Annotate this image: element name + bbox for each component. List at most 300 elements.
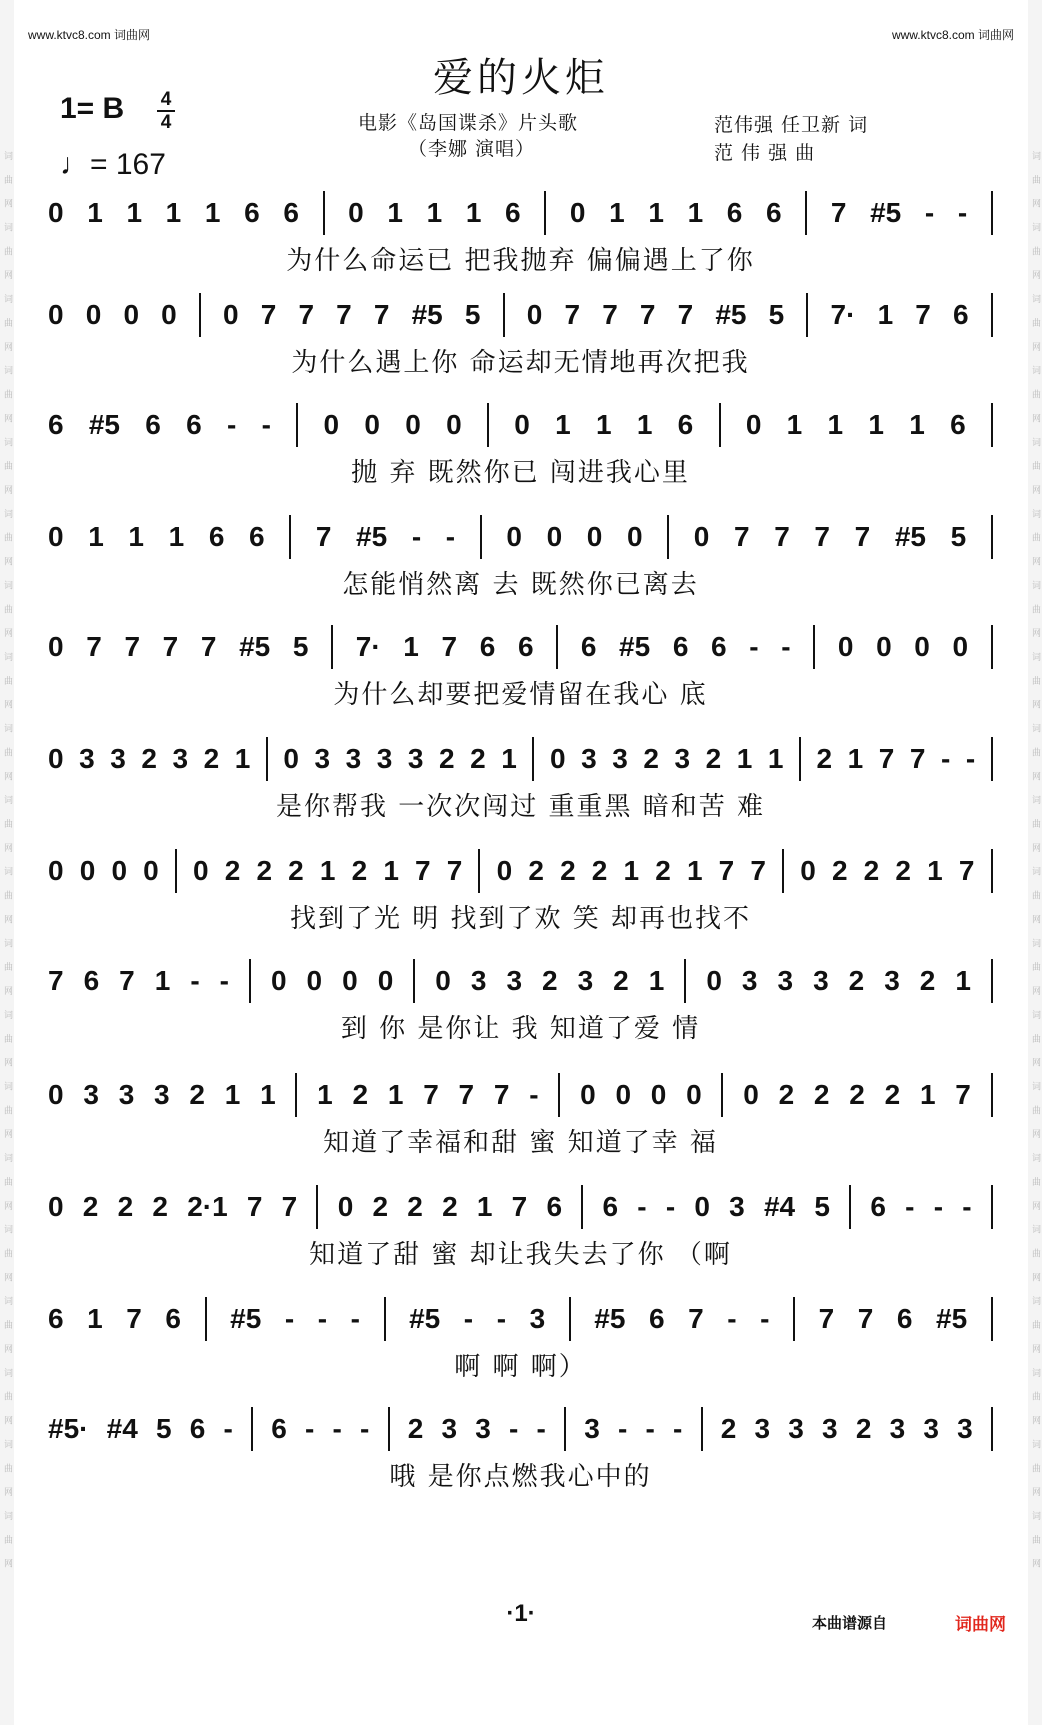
note: 5 [156, 1413, 172, 1444]
note: 6 [244, 197, 260, 228]
note: 7 [373, 299, 390, 330]
note: 7 [718, 855, 735, 886]
note: 2 [895, 855, 911, 886]
note: 7 [857, 1303, 874, 1334]
note: 2 [351, 855, 368, 886]
note: 6 [83, 965, 100, 996]
note: - [637, 1191, 647, 1222]
lyrics-row: 啊 啊 啊） [454, 1352, 587, 1382]
note: 0 [193, 855, 209, 886]
bar-line [478, 849, 480, 893]
note: 0 [270, 965, 287, 996]
note: 0 [48, 521, 64, 552]
note: 7 [955, 1079, 971, 1110]
note: 0 [514, 409, 530, 440]
note: 3 [729, 1191, 745, 1222]
note: 0 [342, 965, 358, 996]
note: 0 [377, 965, 394, 996]
note: - [665, 1191, 676, 1222]
note: 0 [496, 855, 513, 886]
note: 1 [687, 197, 704, 228]
note: 1 [165, 197, 182, 228]
note: - [261, 409, 271, 440]
note: 7 [298, 299, 315, 330]
note: 7 [854, 521, 871, 552]
note: - [317, 1303, 328, 1334]
note: 0 [914, 631, 930, 662]
note: - [536, 1413, 546, 1444]
note: 2 [816, 743, 833, 774]
note: 0 [364, 409, 380, 440]
note: 7 [909, 743, 926, 774]
bar-line [295, 1073, 297, 1117]
note: 0 [48, 1079, 64, 1110]
note: 1 [955, 965, 971, 996]
note: 0 [952, 631, 969, 662]
note: 7· [355, 631, 381, 662]
note: 6 [186, 409, 202, 440]
note: 1 [476, 1191, 493, 1222]
bar-line [991, 625, 993, 669]
note: - [284, 1303, 295, 1334]
note: 0 [85, 299, 102, 330]
note: 2 [189, 1079, 205, 1110]
page-number: ·1· [506, 1600, 536, 1627]
lyrics-row: 是你帮我 一次次闯过 重重黑 暗和苦 难 [275, 792, 766, 822]
note: 1 [224, 1079, 241, 1110]
time-signature [157, 90, 175, 132]
note: 3 [506, 965, 523, 996]
note: 3 [376, 743, 393, 774]
note: 6 [580, 631, 597, 662]
note: 2 [372, 1191, 389, 1222]
note: 0 [615, 1079, 632, 1110]
bar-line [249, 959, 251, 1003]
note: - [781, 631, 791, 662]
note: 0 [111, 855, 128, 886]
bar-line [581, 1185, 583, 1229]
song-title: 爱的火炬 [433, 55, 609, 101]
notes-row [48, 956, 993, 1006]
note: 3 [754, 1413, 771, 1444]
note: 1 [767, 743, 784, 774]
note: 3 [345, 743, 362, 774]
note: 2 [560, 855, 576, 886]
bar-line [721, 1073, 723, 1117]
bar-line [388, 1407, 390, 1451]
site-link-left[interactable]: www.ktvc8.com 词曲网 [28, 28, 151, 42]
note: #5 [870, 197, 902, 228]
note: 3 [788, 1413, 804, 1444]
note: 2 [82, 1191, 99, 1222]
note: 2 [705, 743, 722, 774]
note: 2 [117, 1191, 134, 1222]
time-signature-top: 4 [160, 89, 172, 110]
note: - [965, 743, 976, 774]
note: - [332, 1413, 342, 1444]
note: 0 [800, 855, 816, 886]
bar-line [175, 849, 177, 893]
note: 7 [446, 855, 463, 886]
note: 0 [48, 197, 64, 228]
bar-line [289, 515, 291, 559]
note: 3 [529, 1303, 546, 1334]
notes-row [48, 622, 993, 672]
note: 7 [818, 1303, 835, 1334]
bar-line [719, 403, 721, 447]
note: 3 [441, 1413, 458, 1444]
notes-row [48, 1404, 993, 1454]
notes-row [48, 846, 993, 896]
note: 2 [831, 855, 848, 886]
note: 7 [639, 299, 656, 330]
note: 3 [475, 1413, 491, 1444]
bar-line [480, 515, 482, 559]
note: 2 [152, 1191, 168, 1222]
note: 1 [87, 197, 103, 228]
note: 1 [595, 409, 612, 440]
note: 2 [470, 743, 486, 774]
note: 2 [884, 1079, 901, 1110]
note: 0 [586, 521, 603, 552]
note: 0 [693, 521, 710, 552]
note: 0 [283, 743, 299, 774]
note: 2 [720, 1413, 737, 1444]
note: - [529, 1079, 539, 1110]
note: 1 [623, 855, 640, 886]
note: 6 [896, 1303, 913, 1334]
note: - [618, 1413, 628, 1444]
note: 0 [323, 409, 340, 440]
note: 1 [868, 409, 884, 440]
note: 7 [246, 1191, 263, 1222]
note: #5 [88, 409, 121, 440]
note: 3 [581, 743, 597, 774]
note: - [749, 631, 759, 662]
note: 3 [957, 1413, 973, 1444]
lyrics-row: 抛 弃 既然你已 闯进我心里 [351, 458, 690, 488]
note: 7 [493, 1079, 510, 1110]
note: 3 [741, 965, 758, 996]
note: 1 [736, 743, 753, 774]
note: 0 [686, 1079, 702, 1110]
note: 6 [546, 1191, 563, 1222]
note: 2 [542, 965, 558, 996]
time-signature-bottom: 4 [160, 112, 172, 133]
note: 3 [470, 965, 487, 996]
note: 7 [915, 299, 931, 330]
note: 0 [348, 197, 364, 228]
note: 2 [778, 1079, 795, 1110]
note: 0 [546, 521, 563, 552]
note: 1 [877, 299, 894, 330]
bar-line [487, 403, 489, 447]
note: 6 [479, 631, 496, 662]
note: 6 [649, 1303, 665, 1334]
note: 0 [435, 965, 451, 996]
bar-line [991, 959, 993, 1003]
note: 0 [123, 299, 140, 330]
note: - [190, 965, 200, 996]
note: 7 [458, 1079, 475, 1110]
note: 0 [506, 521, 522, 552]
note: #4 [106, 1413, 138, 1444]
note: 1 [847, 743, 864, 774]
note: 3 [822, 1413, 838, 1444]
note: 2 [528, 855, 544, 886]
note: 7 [119, 965, 135, 996]
note: - [509, 1413, 519, 1444]
brand-logo-text[interactable]: 词曲网 [955, 1615, 1006, 1635]
note: #5 [936, 1303, 968, 1334]
note: 0 [837, 631, 854, 662]
note: 3 [884, 965, 900, 996]
note: 6 [189, 1413, 206, 1444]
note: 0 [405, 409, 421, 440]
note: 0 [706, 965, 722, 996]
note: 3 [813, 965, 829, 996]
source-note: 本曲谱源自 [812, 1614, 888, 1632]
note: 3 [612, 743, 628, 774]
note: 7 [774, 521, 790, 552]
watermark-right: 词 曲 网 词 曲 网 词 曲 网 词 曲 网 词 曲 网 词 曲 网 词 曲 网 词 曲 网 词 曲 网 词 曲 网 词 曲 网 词 曲 网 词 曲 网 词 曲 网 词 曲 网 词 曲 网 词 曲 网 词 曲 网 词 曲 网 词 曲 网 [1028, 0, 1042, 1725]
note: - [496, 1303, 507, 1334]
note: 6 [950, 409, 966, 440]
bar-line [991, 191, 993, 235]
note: #5 [411, 299, 443, 330]
subtitle-singer: （李娜 演唱） [408, 138, 536, 160]
note: 1 [387, 1079, 404, 1110]
note: - [411, 521, 422, 552]
note: 7 [124, 631, 141, 662]
lyrics-row: 找到了光 明 找到了欢 笑 却再也找不 [289, 904, 752, 934]
note: #5 [715, 299, 747, 330]
note: 1 [260, 1079, 276, 1110]
note: 2 [849, 1079, 865, 1110]
note: #5 [239, 631, 271, 662]
note: 3 [172, 743, 189, 774]
note: - [223, 1413, 233, 1444]
note: 2 [141, 743, 157, 774]
note: 1 [383, 855, 399, 886]
note: 1 [317, 1079, 333, 1110]
note: 0 [48, 631, 64, 662]
note: 2·1 [187, 1191, 228, 1222]
note: 6 [249, 521, 265, 552]
note: 2 [613, 965, 629, 996]
note: 3 [118, 1079, 135, 1110]
note: 0 [745, 409, 762, 440]
note: 3 [674, 743, 691, 774]
note: 7 [958, 855, 975, 886]
note: 0 [876, 631, 892, 662]
note: 0 [446, 409, 462, 440]
note: 6 [145, 409, 161, 440]
note: 0 [143, 855, 159, 886]
note: - [350, 1303, 360, 1334]
note: 0 [306, 965, 323, 996]
note: 7 [415, 855, 431, 886]
bar-line [266, 737, 268, 781]
note: 1 [786, 409, 803, 440]
bar-line [793, 1297, 795, 1341]
note: 1 [87, 1303, 103, 1334]
note: 6 [505, 197, 521, 228]
note: 7 [336, 299, 352, 330]
note: 6 [48, 1303, 64, 1334]
note: 1 [88, 521, 104, 552]
bar-line [296, 403, 298, 447]
note: 7 [48, 965, 64, 996]
note: #5· [48, 1413, 89, 1444]
bar-line [991, 849, 993, 893]
note: 0 [161, 299, 177, 330]
bar-line [331, 625, 333, 669]
subtitle-film: 电影《岛国谍杀》片头歌 [358, 112, 579, 134]
bar-line [413, 959, 415, 1003]
note: 5 [814, 1191, 830, 1222]
note: 2 [848, 965, 865, 996]
note: 7· [830, 299, 856, 330]
note: #5 [230, 1303, 262, 1334]
note: - [445, 521, 456, 552]
note: 7 [878, 743, 895, 774]
note: 2 [655, 855, 671, 886]
notes-row [48, 1070, 993, 1120]
note: 0 [650, 1079, 667, 1110]
note: 0 [223, 299, 239, 330]
notes-row [48, 290, 993, 340]
note: 6 [283, 197, 299, 228]
note: 2 [203, 743, 220, 774]
notes-row [48, 734, 993, 784]
note: 2 [407, 1191, 423, 1222]
note: 7 [200, 631, 217, 662]
note: 0 [48, 743, 64, 774]
note: - [227, 409, 237, 440]
note: - [905, 1191, 915, 1222]
note: 6 [711, 631, 727, 662]
note: 7 [423, 1079, 439, 1110]
note: - [924, 197, 935, 228]
note: 2 [407, 1413, 424, 1444]
note: 1 [319, 855, 336, 886]
note: 7 [441, 631, 458, 662]
bar-line [667, 515, 669, 559]
note: 0 [580, 1079, 596, 1110]
note: 7 [126, 1303, 142, 1334]
bar-line [544, 191, 546, 235]
bar-line [684, 959, 686, 1003]
note: 0 [48, 299, 64, 330]
bar-line [564, 1407, 566, 1451]
lyrics-row: 知道了幸福和甜 蜜 知道了幸 福 [323, 1128, 718, 1158]
note: 3 [407, 743, 424, 774]
note: 7 [315, 521, 332, 552]
note: 6 [208, 521, 225, 552]
lyrics-row: 知道了甜 蜜 却让我失去了你 （啊 [309, 1240, 732, 1270]
bar-line [199, 293, 201, 337]
note: 7 [162, 631, 179, 662]
note: 2 [813, 1079, 830, 1110]
note: 7 [86, 631, 102, 662]
bar-line [316, 1185, 318, 1229]
bar-line [991, 1297, 993, 1341]
note: 1 [126, 197, 143, 228]
note: 1 [827, 409, 844, 440]
credit-composer: 范 伟 强 曲 [714, 142, 816, 164]
note: 7 [677, 299, 694, 330]
note: 6 [602, 1191, 619, 1222]
note: 1 [648, 197, 664, 228]
note: - [933, 1191, 944, 1222]
watermark-left: 词 曲 网 词 曲 网 词 曲 网 词 曲 网 词 曲 网 词 曲 网 词 曲 网 词 曲 网 词 曲 网 词 曲 网 词 曲 网 词 曲 网 词 曲 网 词 曲 网 词 曲 网 词 曲 网 词 曲 网 词 曲 网 词 曲 网 词 曲 网 [0, 0, 14, 1725]
note: #4 [763, 1191, 796, 1222]
note: 3 [79, 743, 95, 774]
bar-line [991, 737, 993, 781]
note: 7 [734, 521, 750, 552]
note: 3 [889, 1413, 906, 1444]
note: 7 [281, 1191, 298, 1222]
bar-line [782, 849, 784, 893]
site-link-right[interactable]: www.ktvc8.com 词曲网 [891, 28, 1014, 42]
note: 0 [526, 299, 543, 330]
note: 1 [426, 197, 443, 228]
notes-row [48, 400, 993, 450]
note: 7 [602, 299, 618, 330]
note: #5 [894, 521, 926, 552]
note: 5 [292, 631, 309, 662]
note: 2 [439, 743, 455, 774]
tempo-marking: ♩= 167 [60, 148, 166, 181]
note: 1 [168, 521, 185, 552]
bar-line [991, 1073, 993, 1117]
lyrics-row: 到 你 是你让 我 知道了爱 情 [340, 1014, 701, 1044]
note: 6 [766, 197, 782, 228]
note: 0 [569, 197, 586, 228]
bar-line [701, 1407, 703, 1451]
bar-line [532, 737, 534, 781]
note: 6 [953, 299, 969, 330]
note: 3 [154, 1079, 170, 1110]
note: - [645, 1413, 655, 1444]
note: 7 [511, 1191, 528, 1222]
bar-line [806, 293, 808, 337]
lyrics-row: 为什么却要把爱情留在我心 底 [333, 680, 708, 710]
note: 1 [403, 631, 419, 662]
bar-line [813, 625, 815, 669]
key-signature: 1= B [60, 92, 125, 125]
note: 3 [577, 965, 594, 996]
note: 0 [626, 521, 643, 552]
note: 3 [777, 965, 794, 996]
note: 1 [919, 1079, 936, 1110]
note: 3 [110, 743, 126, 774]
note: 6 [726, 197, 743, 228]
note: 6 [165, 1303, 181, 1334]
note: 1 [387, 197, 403, 228]
note: - [957, 197, 968, 228]
note: - [673, 1413, 683, 1444]
lyrics-row: 怎能悄然离 去 既然你已离去 [342, 570, 699, 600]
lyrics-row: 为什么命运已 把我抛弃 偏偏遇上了你 [286, 246, 755, 276]
note: 2 [288, 855, 304, 886]
bar-line [799, 737, 801, 781]
notes-row [48, 1182, 993, 1232]
note: 2 [919, 965, 936, 996]
note: - [360, 1413, 370, 1444]
note: - [219, 965, 229, 996]
